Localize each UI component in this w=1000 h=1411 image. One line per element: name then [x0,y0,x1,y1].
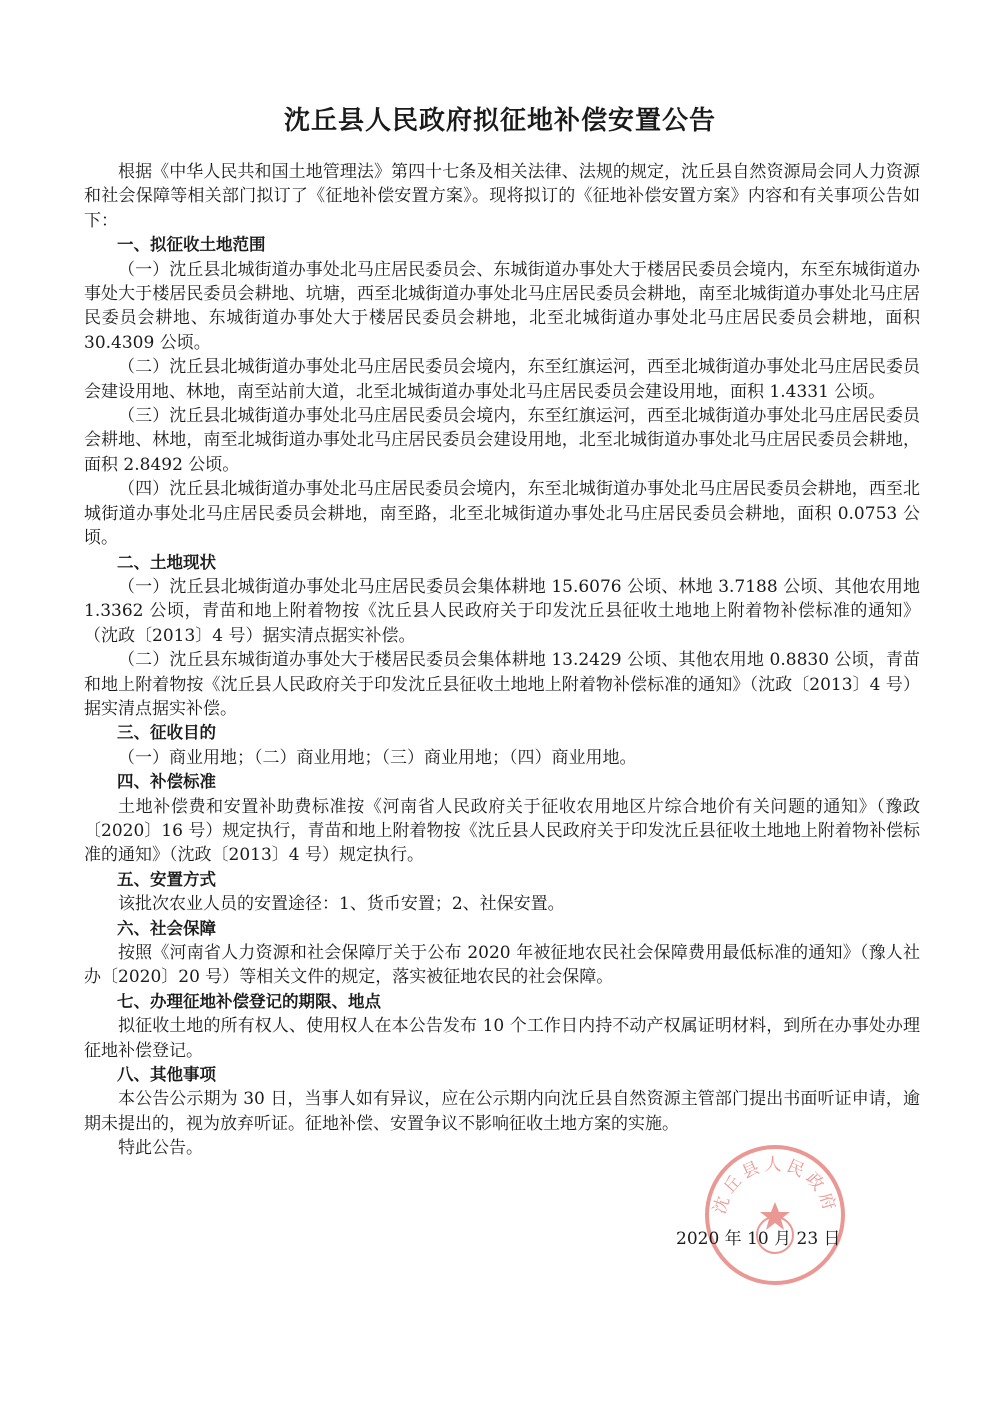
section-4-paragraph-1: 土地补偿费和安置补助费标准按《河南省人民政府关于征收农用地区片综合地价有关问题的通知》（豫政〔2020〕16 号）规定执行，青苗和地上附着物按《沈丘县人民政府关于印发沈丘县征收土地地上附着物补偿标准的通知》（沈政〔2013〕4 号）规定执行。 [84,796,920,866]
section-heading-7: 七、办理征地补偿登记的期限、地点 [117,991,381,1011]
section-8-paragraph-1: 本公告公示期为 30 日，当事人如有异议，应在公示期内向沈丘县自然资源主管部门提出书面听证申请，逾期未提出的，视为放弃听证。征地补偿、安置争议不影响征收土地方案的实施。 [84,1089,920,1134]
section-heading-3: 三、征收目的 [117,723,216,743]
section-heading-5: 五、安置方式 [117,869,216,889]
section-5-paragraph-1: 该批次农业人员的安置途径：1、货币安置；2、社保安置。 [118,894,565,915]
seal-text: 沈丘县人民政府 [709,1155,841,1217]
intro-paragraph: 根据《中华人民共和国土地管理法》第四十七条及相关法律、法规的规定，沈丘县自然资源局会同人力资源和社会保障等相关部门拟订了《征地补偿安置方案》。现将拟订的《征地补偿安置方案》内容和有关事项公告如下： [84,162,920,231]
section-heading-4: 四、补偿标准 [117,772,216,792]
section-3-paragraph-1: （一）商业用地；（二）商业用地；（三）商业用地；（四）商业用地。 [118,747,637,768]
section-heading-1: 一、拟征收土地范围 [117,235,266,255]
official-seal-icon [700,1140,850,1290]
section-6-paragraph-1: 按照《河南省人力资源和社会保障厅关于公布 2020 年被征地农民社会保障费用最低标准的通知》（豫人社办〔2020〕20 号）等相关文件的规定，落实被征地农民的社会保障。 [84,943,920,988]
section-2-paragraph-1: （一）沈丘县北城街道办事处北马庄居民委员会集体耕地 15.6076 公顷、林地 3.7188 公顷、其他农用地 1.3362 公顷，青苗和地上附着物按《沈丘县人民政府关于印发沈丘县征收土地地上附着物补偿标准的通知》（沈政〔2013〕4 号）据实清点据实补偿。 [84,576,920,646]
document-date: 2020 年 10 月 23 日 [676,1229,841,1249]
document-body [84,160,920,1161]
section-1-paragraph-3: （三）沈丘县北城街道办事处北马庄居民委员会境内，东至红旗运河，西至北城街道办事处北马庄居民委员会耕地、林地，南至北城街道办事处北马庄居民委员会建设用地，北至北城街道办事处北马庄居民委员会耕地，面积 2.8492 公顷。 [84,406,920,475]
section-1-paragraph-2: （二）沈丘县北城街道办事处北马庄居民委员会境内，东至红旗运河，西至北城街道办事处北马庄居民委员会建设用地、林地，南至站前大道，北至北城街道办事处北马庄居民委员会建设用地，面积 1.4331 公顷。 [84,357,920,402]
document-title: 沈丘县人民政府拟征地补偿安置公告 [283,106,716,136]
section-7-paragraph-1: 拟征收土地的所有权人、使用权人在本公告发布 10 个工作日内持不动产权属证明材料，到所在办事处办理征地补偿登记。 [84,1016,920,1061]
closing-statement: 特此公告。 [118,1138,203,1159]
section-1-paragraph-4: （四）沈丘县北城街道办事处北马庄居民委员会境内，东至北城街道办事处北马庄居民委员会耕地，西至北城街道办事处北马庄居民委员会耕地，南至路，北至北城街道办事处北马庄居民委员会耕地，面积 0.0753 公顷。 [84,479,920,549]
section-2-paragraph-2: （二）沈丘县东城街道办事处大于楼居民委员会集体耕地 13.2429 公顷、其他农用地 0.8830 公顷，青苗和地上附着物按《沈丘县人民政府关于印发沈丘县征收土地地上附着物补偿标准的通知》（沈政〔2013〕4 号）据实清点据实补偿。 [84,650,920,719]
section-heading-8: 八、其他事项 [117,1065,216,1085]
section-heading-2: 二、土地现状 [117,552,216,572]
section-1-paragraph-1: （一）沈丘县北城街道办事处北马庄居民委员会、东城街道办事处大于楼居民委员会境内，东至东城街道办事处大于楼居民委员会耕地、坑塘，西至北城街道办事处北马庄居民委员会耕地，南至北城街道办事处北马庄居民委员会耕地、东城街道办事处大于楼居民委员会耕地，北至北城街道办事处北马庄居民委员会耕地，面积 30.4309 公顷。 [84,259,920,353]
section-heading-6: 六、社会保障 [117,918,216,938]
